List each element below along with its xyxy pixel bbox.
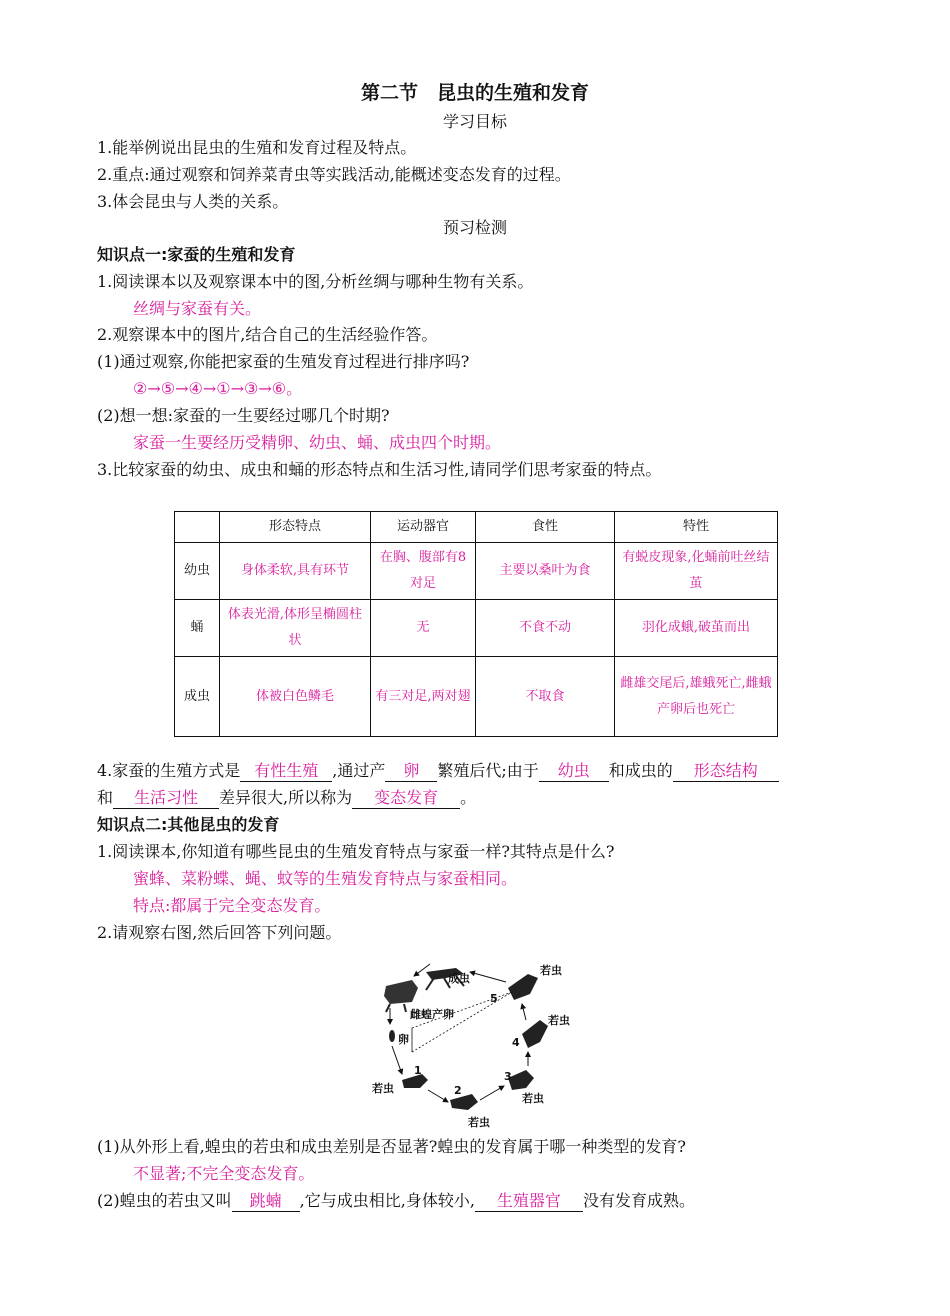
question-text: ,通过产 — [332, 761, 386, 780]
question-text: 3.比较家蚕的幼虫、成虫和蛹的形态特点和生活习性,请同学们思考家蚕的特点。 — [97, 460, 662, 479]
nymph-label: 若虫 — [540, 964, 562, 977]
answer-blank: 生活习性 — [113, 788, 219, 809]
table-row — [175, 543, 778, 600]
question-text: 。 — [460, 788, 477, 807]
step-number: 2 — [454, 1084, 462, 1097]
step-number: 5 — [490, 992, 498, 1005]
question-text: 和 — [97, 788, 114, 807]
table-cell: 有蜕皮现象,化蛹前吐丝结茧 — [615, 543, 778, 600]
answer-blank: 有性生殖 — [240, 761, 332, 782]
answer-text: 特点:都属于完全变态发育。 — [133, 896, 331, 915]
answer-blank: 幼虫 — [539, 761, 609, 782]
answer-blank: 卵 — [385, 761, 437, 782]
answer-text: 蜜蜂、菜粉蝶、蝇、蚊等的生殖发育特点与家蚕相同。 — [133, 869, 518, 888]
table-row-header: 蛹 — [175, 600, 220, 657]
table-cell: 不取食 — [476, 657, 615, 737]
table-row-header: 成虫 — [175, 657, 220, 737]
answer-blank: 跳蝻 — [232, 1191, 300, 1212]
egg-icon — [389, 1030, 395, 1042]
table-header-cell — [175, 512, 220, 543]
table-cell: 体被白色鳞毛 — [220, 657, 371, 737]
question-text: 1.阅读课本,你知道有哪些昆虫的生殖发育特点与家蚕一样?其特点是什么? — [97, 842, 615, 861]
table-cell: 身体柔软,具有环节 — [220, 543, 371, 600]
table-cell: 羽化成蛾,破茧而出 — [615, 600, 778, 657]
step-number: 1 — [414, 1064, 422, 1077]
table-header-row — [175, 512, 778, 543]
page-title: 第二节 昆虫的生殖和发育 — [360, 82, 589, 104]
question-text: ,它与成虫相比,身体较小, — [299, 1191, 475, 1210]
adult-label: 成虫 — [448, 972, 470, 985]
question-text: 1.阅读课本以及观察课本中的图,分析丝绸与哪种生物有关系。 — [97, 272, 534, 291]
table-cell: 有三对足,两对翅 — [371, 657, 476, 737]
nymph-label: 若虫 — [522, 1092, 544, 1105]
egg-label: 卵 — [398, 1033, 409, 1046]
table-row-header: 幼虫 — [175, 543, 220, 600]
question-text: (1)通过观察,你能把家蚕的生殖发育过程进行排序吗? — [97, 352, 470, 371]
nymph-label: 若虫 — [372, 1082, 394, 1095]
nymph-label: 若虫 — [468, 1116, 490, 1129]
answer-text: 丝绸与家蚕有关。 — [133, 299, 262, 318]
question-text: (2)蝗虫的若虫又叫 — [97, 1191, 232, 1210]
question-text: 繁殖后代;由于 — [437, 761, 539, 780]
question-text: 没有发育成熟。 — [582, 1191, 695, 1210]
nymph-3-icon — [508, 1070, 534, 1090]
table-cell: 在胸、腹部有8对足 — [371, 543, 476, 600]
question-text: 差异很大,所以称为 — [219, 788, 353, 807]
step-number: 4 — [512, 1036, 520, 1049]
silkworm-comparison-table — [174, 511, 778, 737]
knowledge-point-2-heading: 知识点二:其他昆虫的发育 — [97, 815, 280, 834]
answer-text: 家蚕一生要经历受精卵、幼虫、蛹、成虫四个时期。 — [133, 433, 502, 452]
question-text: 4.家蚕的生殖方式是 — [97, 761, 241, 780]
nymph-4-icon — [522, 1020, 548, 1048]
answer-blank: 变态发育 — [352, 788, 460, 809]
table-row — [175, 657, 778, 737]
answer-text: ②→⑤→④→①→③→⑥。 — [133, 379, 303, 398]
question-text: 和成虫的 — [608, 761, 673, 780]
table-row — [175, 600, 778, 657]
objective-item: 1.能举例说出昆虫的生殖和发育过程及特点。 — [97, 138, 417, 157]
table-cell: 主要以桑叶为食 — [476, 543, 615, 600]
fill-in-question-2-2 — [97, 1190, 695, 1212]
question-text: 2.请观察右图,然后回答下列问题。 — [97, 923, 342, 942]
table-cell: 雌雄交尾后,雄蛾死亡,雌蛾产卵后也死亡 — [615, 657, 778, 737]
answer-blank: 形态结构 — [673, 761, 779, 782]
table-cell: 体表光滑,体形呈椭圆柱状 — [220, 600, 371, 657]
fill-in-question-4 — [97, 760, 779, 782]
answer-text: 不显著;不完全变态发育。 — [133, 1164, 315, 1183]
fill-in-question-4-cont — [97, 787, 476, 809]
table-header-cell: 食性 — [476, 512, 615, 543]
table-header-cell: 运动器官 — [371, 512, 476, 543]
table-header-cell: 形态特点 — [220, 512, 371, 543]
question-text: 2.观察课本中的图片,结合自己的生活经验作答。 — [97, 325, 438, 344]
nymph-5-icon — [508, 974, 538, 1000]
question-text: (2)想一想:家蚕的一生要经过哪几个时期? — [97, 406, 390, 425]
locust-life-cycle-diagram — [372, 958, 584, 1132]
question-text: (1)从外形上看,蝗虫的若虫和成虫差别是否显著?蝗虫的发育属于哪一种类型的发育? — [97, 1137, 686, 1156]
knowledge-point-1-heading: 知识点一:家蚕的生殖和发育 — [97, 245, 296, 264]
laying-label: 雌蝗产卵 — [410, 1008, 454, 1021]
objectives-heading: 学习目标 — [442, 112, 507, 131]
nymph-label: 若虫 — [548, 1014, 570, 1027]
preview-heading: 预习检测 — [442, 218, 507, 237]
objective-item: 3.体会昆虫与人类的关系。 — [97, 192, 289, 211]
table-header-cell: 特性 — [615, 512, 778, 543]
objective-item: 2.重点:通过观察和饲养菜青虫等实践活动,能概述变态发育的过程。 — [97, 165, 571, 184]
table-cell: 无 — [371, 600, 476, 657]
step-number: 3 — [504, 1070, 512, 1083]
table-cell: 不食不动 — [476, 600, 615, 657]
answer-blank: 生殖器官 — [475, 1191, 583, 1212]
